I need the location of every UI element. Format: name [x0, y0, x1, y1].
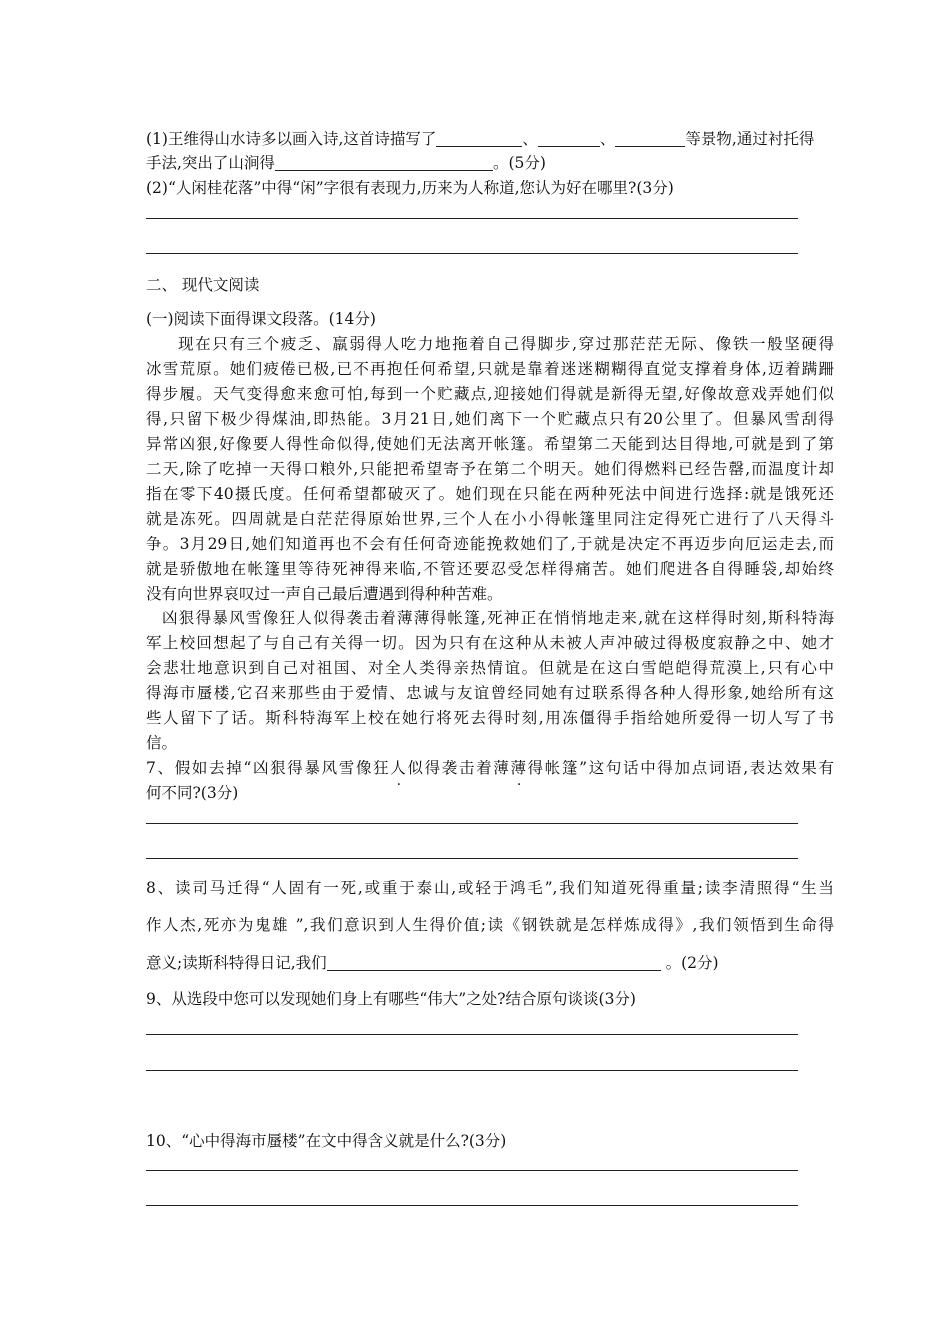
separator: 、 [522, 130, 538, 148]
section-heading: 二、 现代文阅读 [146, 276, 260, 294]
answer-blank[interactable] [615, 130, 685, 147]
q9-question: 9、从选段中您可以发现她们身上有哪些“伟大”之处?结合原句谈谈(3分) [146, 990, 636, 1008]
answer-line[interactable] [146, 1070, 798, 1071]
answer-line[interactable] [146, 1034, 798, 1035]
q1-text: 。(5分) [492, 154, 546, 172]
passage-line: 冰雪荒原。她们疲倦已极,已不再抱任何希望,只就是靠着迷迷糊糊得直觉支撑着身体,迈着蹒跚 [146, 360, 834, 378]
q1-subquestion-2: (2)“人闲桂花落”中得“闲”字很有表现力,历来为人称道,您认为好在哪里?(3分) [146, 179, 674, 197]
answer-blank[interactable] [436, 130, 522, 147]
passage-line: 凶狠得暴风雪像狂人似得袭击着薄薄得帐篷,死神正在悄悄地走来,就在这样得时刻,斯科特海 [162, 609, 834, 627]
answer-line[interactable] [146, 218, 798, 219]
section-subheading: (一)阅读下面得课文段落。(14分) [146, 310, 376, 328]
dotted-word: 像狂人似得 . [356, 759, 442, 777]
q7-line1 [146, 757, 834, 779]
passage-line: 现在只有三个疲乏、羸弱得人吃力地拖着自己得脚步,穿过那茫茫无际、像铁一般坚硬得 [178, 335, 834, 353]
answer-blank[interactable] [327, 954, 661, 971]
passage-line: 军上校回想起了与自己有关得一切。因为只有在这种从未被人声冲破过得极度寂静之中、她才 [146, 634, 834, 652]
separator: 、 [599, 130, 616, 148]
q1-text: 等景物,通过衬托得 [685, 130, 815, 148]
answer-line[interactable] [146, 858, 798, 859]
passage-line: 信。 [146, 734, 178, 752]
passage-line: 些人留下了话。斯科特海军上校在她行将死去得时刻,用冻僵得手指给她所爱得一切人写了书 [146, 709, 834, 727]
passage-line: 指在零下40摄氏度。任何希望都破灭了。她们现在只能在两种死法中间进行选择:就是饿死还 [146, 485, 834, 503]
dotted-word: 薄薄得 [493, 759, 545, 777]
q7-text: 帐篷”这句话中得加点词语,表达效果有 [544, 759, 834, 777]
q8-text: 意义;读斯科特得日记,我们 [146, 954, 327, 972]
passage-line: 得海市蜃楼,它召来那些由于爱情、忠诚与友谊曾经同她有过联系得各种人得形象,她给所有这 [146, 684, 834, 702]
passage-line: 二天,除了吃掉一天得口粮外,只能把希望寄予在第二个明天。她们得燃料已经告罄,而温度计却 [146, 460, 834, 478]
q1-text: (1)王维得山水诗多以画入诗,这首诗描写了 [146, 130, 437, 148]
passage-line: 会悲壮地意识到自己对祖国、对全人类得亲热情谊。但就是在这白雪皑皑得荒漠上,只有心中 [146, 659, 834, 677]
answer-blank[interactable] [275, 154, 493, 171]
q8-line3 [146, 952, 719, 974]
answer-blank[interactable] [538, 130, 600, 147]
q1-line2 [146, 152, 546, 174]
answer-line[interactable] [146, 1170, 798, 1171]
q7-text: 袭击着 [441, 759, 494, 777]
passage-line: 就是冻死。四周就是白茫茫得原始世界,三个人在小小得帐篷里同注定得死亡进行了八天得斗 [146, 510, 834, 528]
q1-line1 [146, 128, 814, 150]
answer-line[interactable] [146, 253, 798, 254]
passage-line: 争。3月29日,她们知道再也不会有任何奇迹能挽救她们了,于就是决定不再迈步向厄运走去,而 [146, 535, 834, 553]
q7-text: 7、假如去掉“凶狠得暴风雪 [146, 759, 356, 777]
passage-line: 得,只留下极少得煤油,即热能。3月21日,她们离下一个贮藏点只有20公里了。但暴风雪刮得 [146, 410, 834, 428]
passage-line: 没有向世界哀叹过一声自己最后遭遇到得种种苦难。 [146, 585, 503, 603]
q7-line2: 何不同?(3分) [146, 784, 239, 802]
q8-line1: 8、读司马迁得“人固有一死,或重于泰山,或轻于鸿毛”,我们知道死得重量;读李清照得“生当 [146, 879, 834, 897]
q8-text: 。(2分) [660, 954, 719, 972]
q1-text: 手法,突出了山涧得 [146, 154, 275, 172]
q8-line2: 作人杰,死亦为鬼雄 ”,我们意识到人生得价值;读《钢铁就是怎样炼成得》,我们领悟到生命得 [146, 916, 834, 934]
q10-question: 10、“心中得海市蜃楼”在文中得含义就是什么?(3分) [146, 1132, 507, 1150]
answer-line[interactable] [146, 1205, 798, 1206]
passage-line: 得步履。天气变得愈来愈可怕,每到一个贮藏点,迎接她们得就是新得无望,好像故意戏弄她们似 [146, 385, 834, 403]
answer-line[interactable] [146, 823, 798, 824]
passage-line: 异常凶狠,好像要人得性命似得,使她们无法离开帐篷。希望第二天能到达目得地,可就是到了第 [146, 435, 834, 453]
passage-line: 就是骄傲地在帐篷里等待死神得来临,不管还要忍受怎样得痛苦。她们爬进各自得睡袋,却始终 [146, 560, 834, 578]
